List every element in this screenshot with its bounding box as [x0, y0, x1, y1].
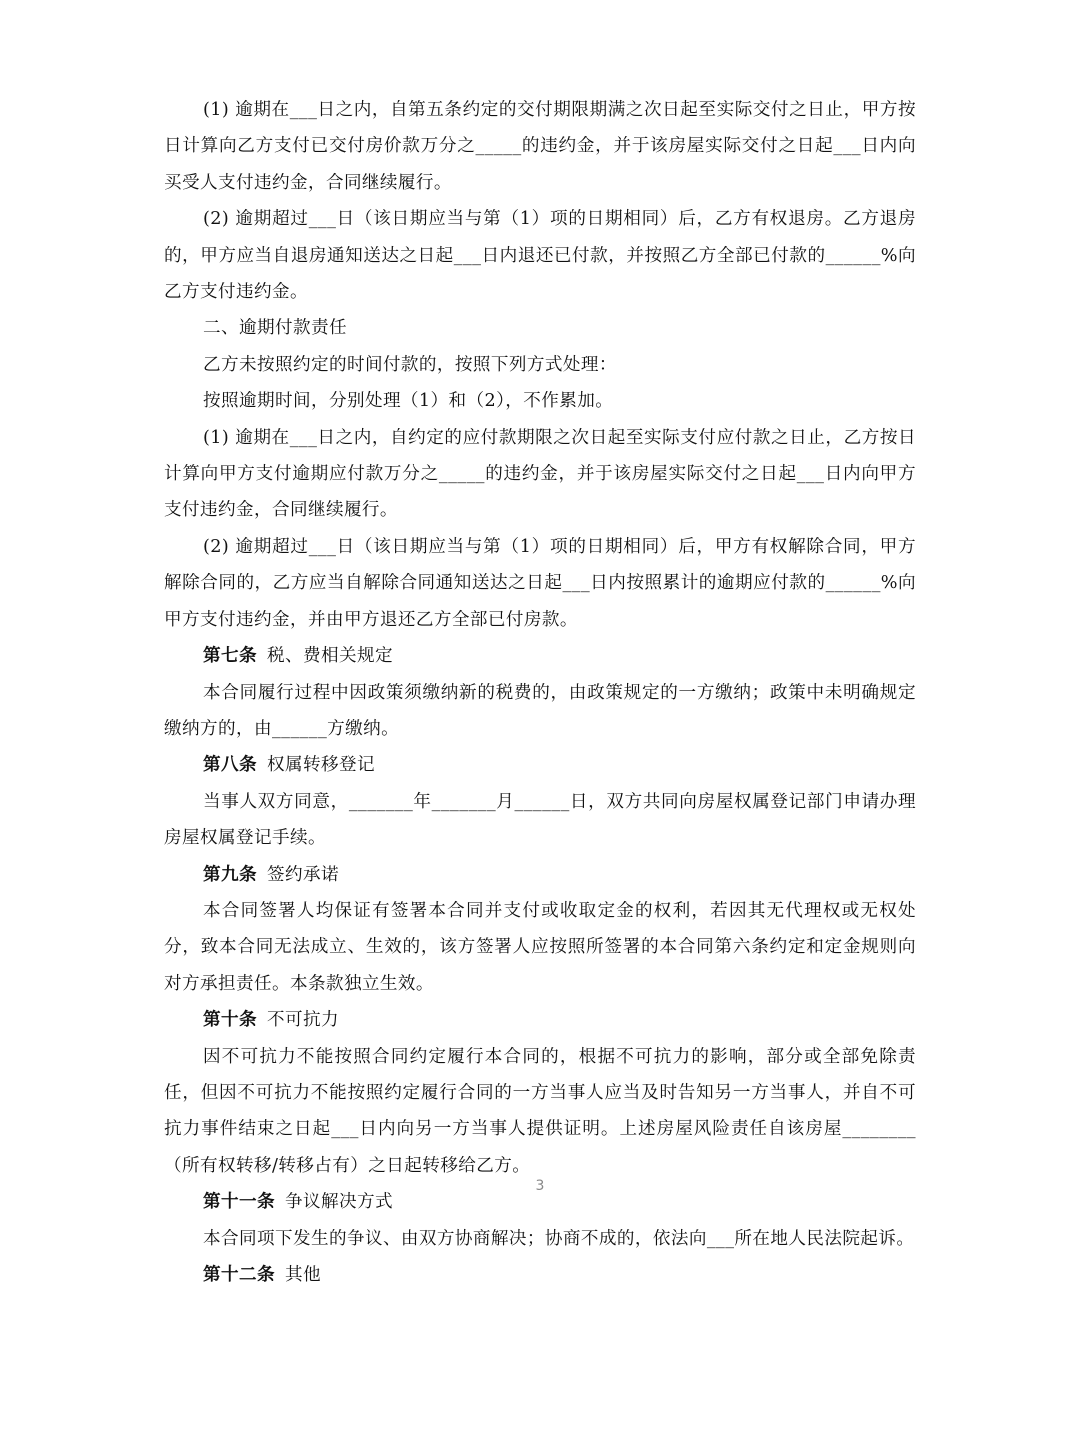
- article-11-title: 争议解决方式: [284, 1192, 393, 1213]
- article-10-body: 因不可抗力不能按照合同约定履行本合同的，根据不可抗力的影响，部分或全部免除责任，但因不可抗力不能按照约定履行合同的一方当事人应当及时告知另一方当事人，并自不可抗力事件结束之日起___日内向另一方当事人提供证明。上述房屋风险责任自该房屋________（所有权转移/转移占有）之日起转移给乙方。: [164, 1046, 916, 1176]
- article-10-title: 不可抗力: [266, 1010, 339, 1031]
- article-8-heading: [164, 747, 916, 783]
- article-9-body: 本合同签署人均保证有签署本合同并支付或收取定金的权利，若因其无代理权或无权处分，致本合同无法成立、生效的，该方签署人应按照所签署的本合同第六条约定和定金规则向对方承担责任。本条款独立生效。: [164, 900, 916, 994]
- article-10-number: 第十条: [203, 1010, 257, 1031]
- clause-payment-1-delay-short: (1) 逾期在___日之内，自约定的应付款期限之次日起至实际支付应付款之日止，乙方按日计算向甲方支付逾期应付款万分之_____的违约金，并于该房屋实际交付之日起___日内向甲方支付违约金，合同继续履行。: [164, 427, 916, 521]
- article-12-title: 其他: [284, 1265, 321, 1285]
- clause-6-2-delivery-delay-long: (2) 逾期超过___日（该日期应当与第（1）项的日期相同）后，乙方有权退房。乙方退房的，甲方应当自退房通知送达之日起___日内退还已付款，并按照乙方全部已付款的______%向乙方支付违约金。: [164, 209, 916, 303]
- page-number: 3: [535, 1178, 545, 1194]
- article-11-number: 第十一条: [203, 1192, 275, 1213]
- article-7-title: 税、费相关规定: [266, 646, 393, 667]
- article-7-body: 本合同履行过程中因政策须缴纳新的税费的，由政策规定的一方缴纳；政策中未明确规定缴纳方的，由______方缴纳。: [164, 682, 916, 739]
- article-9-heading: [164, 857, 916, 893]
- article-8-body: 当事人双方同意，_______年_______月______日，双方共同向房屋权属登记部门申请办理房屋权属登记手续。: [164, 791, 916, 849]
- article-7-heading: [164, 638, 916, 674]
- clause-payment-2-delay-long: (2) 逾期超过___日（该日期应当与第（1）项的日期相同）后，甲方有权解除合同，甲方解除合同的，乙方应当自解除合同通知送达之日起___日内按照累计的逾期应付款的______%向甲方支付违约金，并由甲方退还乙方全部已付房款。: [164, 536, 916, 630]
- late-payment-rule: 按照逾期时间，分别处理（1）和（2），不作累加。: [203, 391, 614, 412]
- article-10-heading: [164, 1002, 916, 1038]
- late-payment-intro: 乙方未按照约定的时间付款的，按照下列方式处理：: [203, 354, 617, 375]
- document-body: [164, 92, 916, 1293]
- article-12-heading: [164, 1257, 916, 1293]
- section-late-payment-heading: 二、逾期付款责任: [203, 318, 347, 339]
- clause-6-1-delivery-delay-short: (1) 逾期在___日之内，自第五条约定的交付期限期满之次日起至实际交付之日止，甲方按日计算向乙方支付已交付房价款万分之_____的违约金，并于该房屋实际交付之日起___日内向买受人支付违约金，合同继续履行。: [164, 100, 916, 193]
- article-12-number: 第十二条: [203, 1265, 275, 1285]
- article-8-number: 第八条: [203, 755, 257, 776]
- article-9-title: 签约承诺: [266, 864, 339, 885]
- article-9-number: 第九条: [203, 864, 257, 885]
- article-8-title: 权属转移登记: [266, 755, 375, 776]
- article-7-number: 第七条: [203, 646, 257, 667]
- article-11-body: 本合同项下发生的争议、由双方协商解决；协商不成的，依法向___所在地人民法院起诉。: [203, 1228, 915, 1249]
